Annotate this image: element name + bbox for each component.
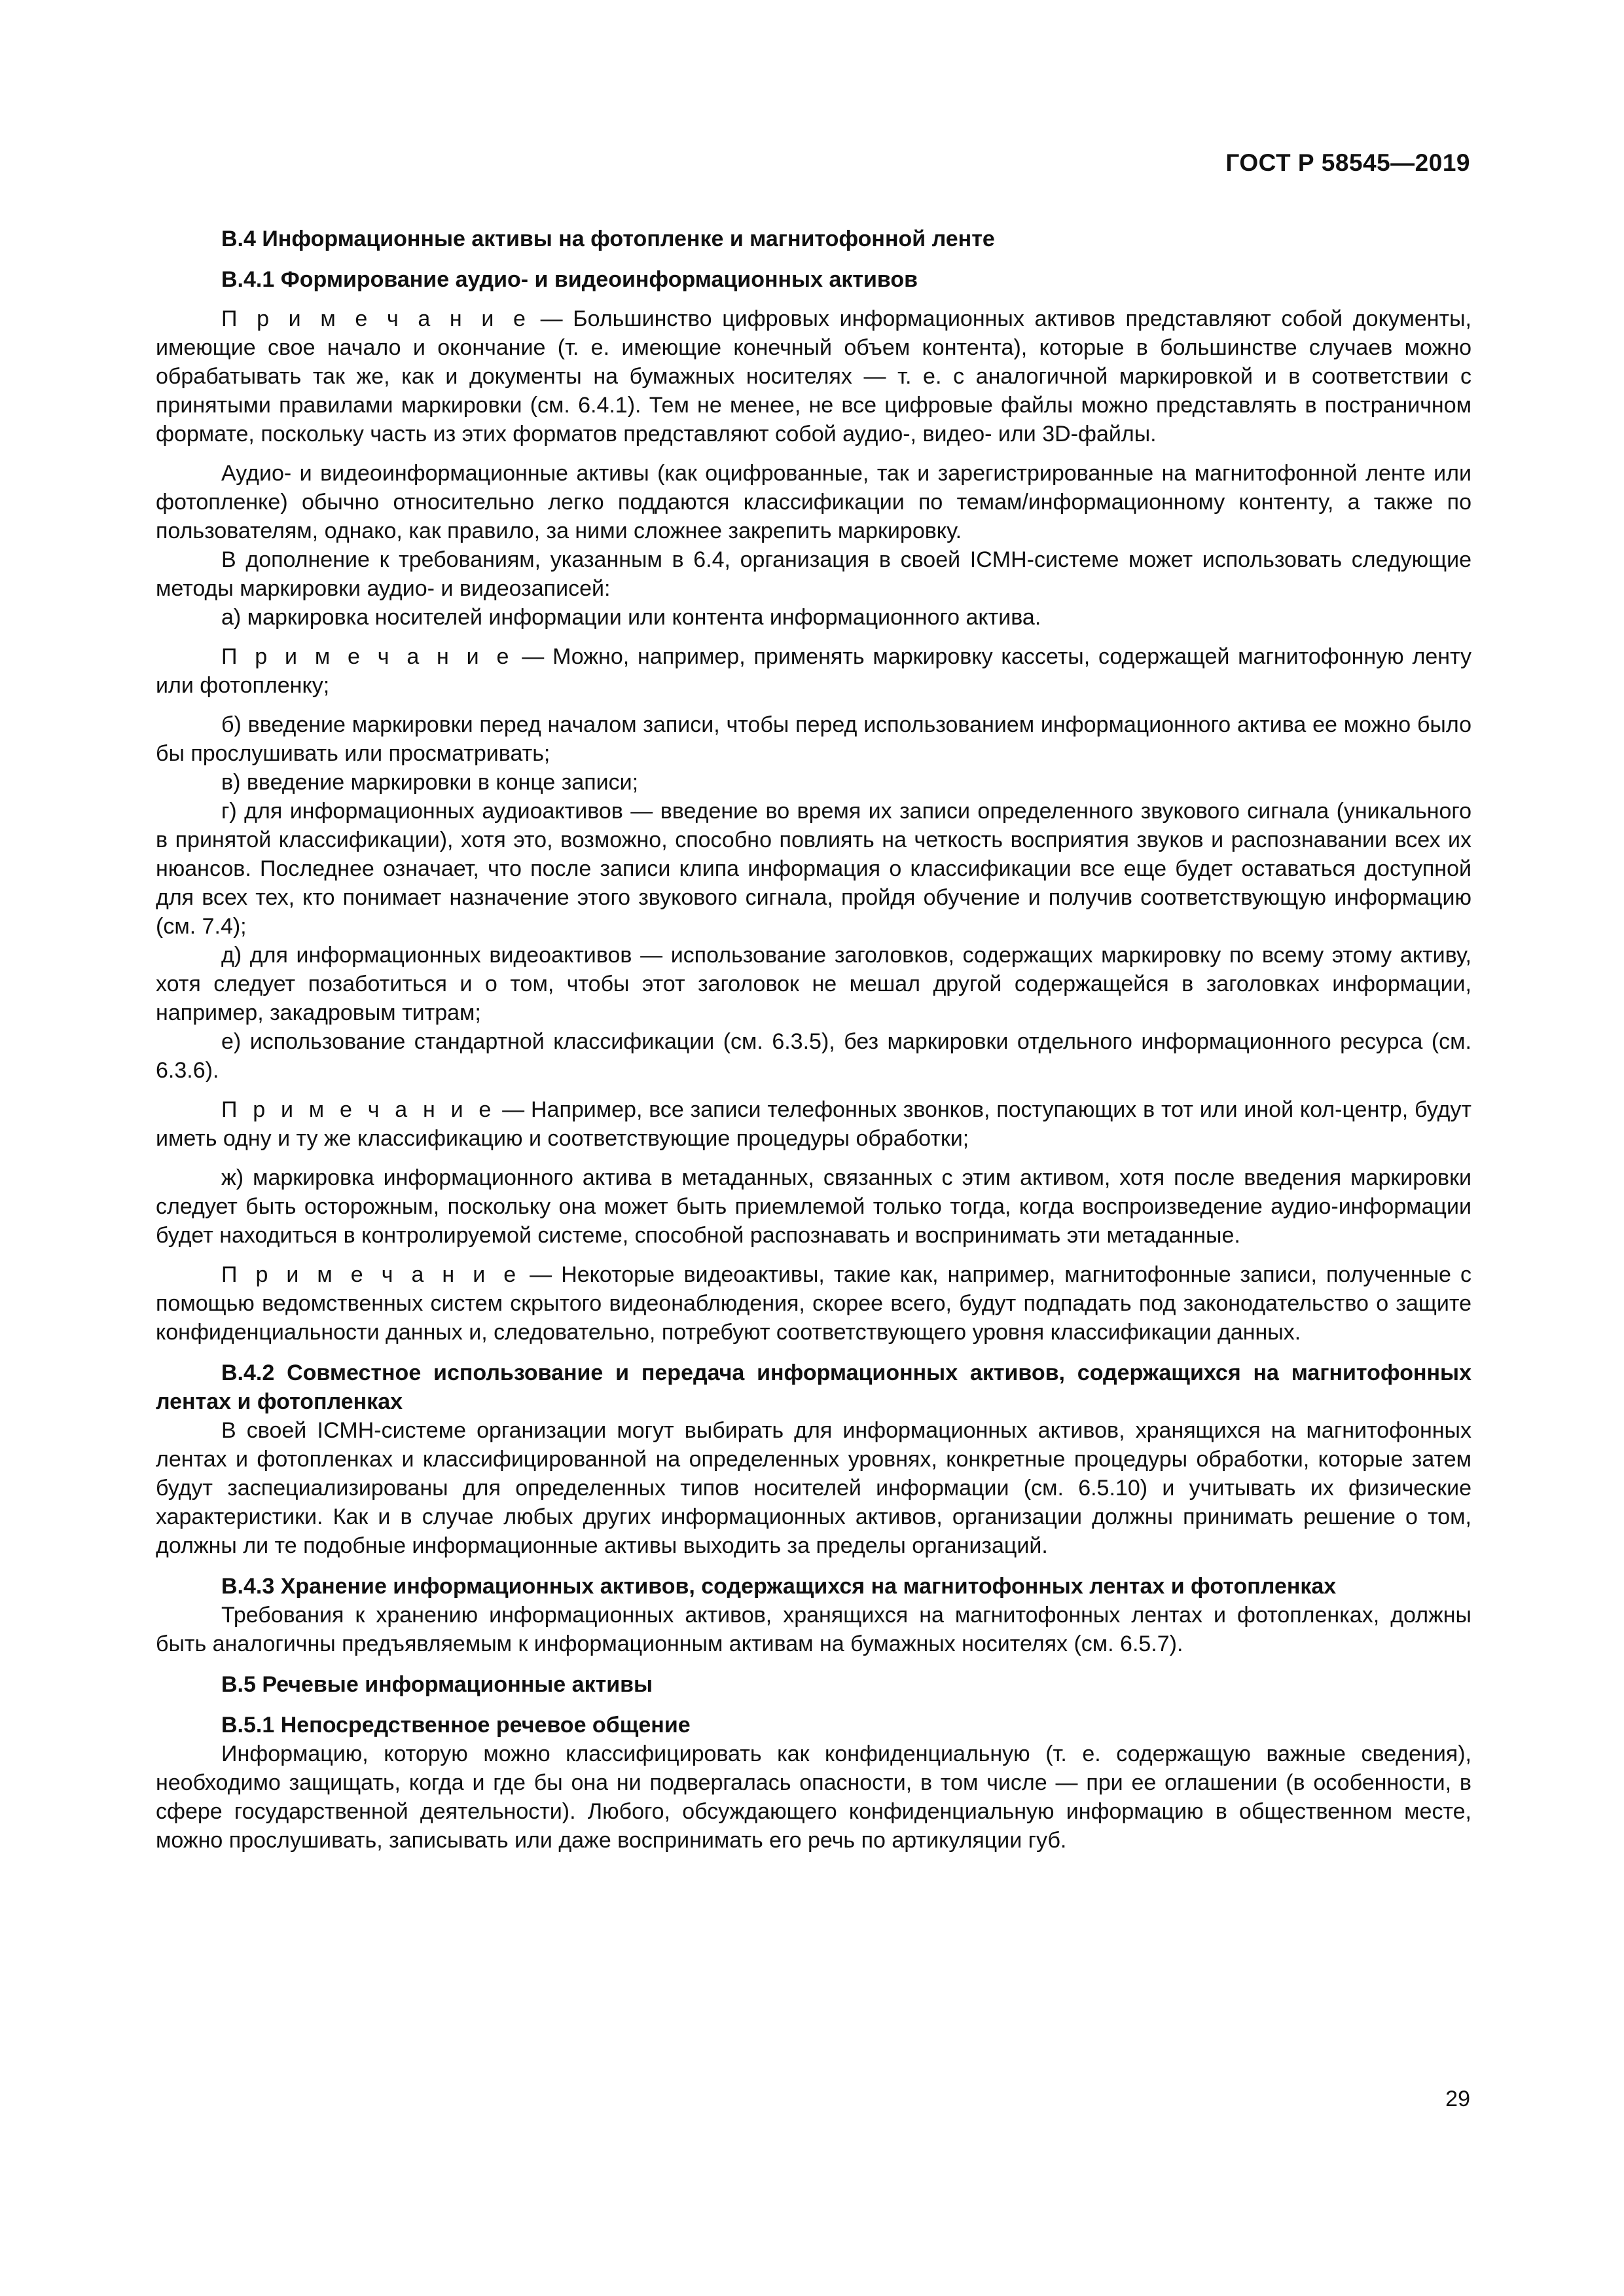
p15: В.4.2 Совместное использование и передача информационных активов, содержащихся на магнитофонных лентах и фотопленках xyxy=(156,1360,1471,1414)
page-number: 29 xyxy=(1445,2086,1470,2111)
p13: ж) маркировка информационного актива в метаданных, связанных с этим активом, хотя после введения маркировки следует быть осторожным, поскольку она может быть приемлемой только тогда, когда воспроизведение аудио-информации будет находиться в контролируемой системе, способной распознавать и воспринимать эти метаданные. xyxy=(156,1165,1471,1248)
p10: д) для информационных видеоактивов — использование заголовков, содержащих маркировку по всему этому активу, хотя следует позаботиться и о том, чтобы этот заголовок не мешал другой содержащейся в заголовках информации, например, закадровым титрам; xyxy=(156,943,1471,1025)
p6: П р и м е ч а н и е — Можно, например, применять маркировку кассеты, содержащей магнитофонную ленту или фотопленку; xyxy=(156,644,1471,698)
p21: Информацию, которую можно классифицировать как конфиденциальную (т. е. содержащую важные сведения), необходимо защищать, когда и где бы она ни подвергалась опасности, в том числе — при ее оглашении (в особенности, в сфере государственной деятельности). Любого, обсуждающего конфиденциальную информацию в общественном месте, можно прослушивать, записывать или даже воспринимать его речь по артикуляции губ. xyxy=(156,1741,1471,1853)
p12: П р и м е ч а н и е — Например, все записи телефонных звонков, поступающих в тот или иной кол-центр, будут иметь одну и ту же классификацию и соответствующие процедуры обработки; xyxy=(156,1097,1471,1151)
p14: П р и м е ч а н и е — Некоторые видеоактивы, такие как, например, магнитофонные записи, полученные с помощью ведомственных систем скрытого видеонаблюдения, скорее всего, будут подпадать под законодательство о защите конфиденциальности данных и, следовательно, потребуют соответствующего уровня классификации данных. xyxy=(156,1262,1471,1345)
standard-header: ГОСТ Р 58545—2019 xyxy=(1225,149,1470,176)
p19: В.5 Речевые информационные активы xyxy=(221,1672,653,1697)
p20: В.5.1 Непосредственное речевое общение xyxy=(221,1713,691,1738)
p11: е) использование стандартной классификации (см. 6.3.5), без маркировки отдельного информационного ресурса (см. 6.3.6). xyxy=(156,1029,1471,1083)
p7: б) введение маркировки перед началом записи, чтобы перед использованием информационного актива ее можно было бы прослушивать или просматривать; xyxy=(156,712,1471,766)
p1: В.4.1 Формирование аудио- и видеоинформационных активов xyxy=(221,267,918,292)
p0: В.4 Информационные активы на фотопленке и магнитофонной ленте xyxy=(221,227,995,251)
p2: П р и м е ч а н и е — Большинство цифровых информационных активов представляют собой документы, имеющие свое начало и окончание (т. е. имеющие конечный объем контента), которые в большинстве случаев можно обрабатывать так же, как и документы на бумажных носителях — т. е. с аналогичной маркировкой и в соответствии с принятыми правилами маркировки (см. 6.4.1). Тем не менее, не все цифровые файлы можно представлять в постраничном формате, поскольку часть из этих форматов представляют собой аудио-, видео- или 3D-файлы. xyxy=(156,306,1471,446)
p18: Требования к хранению информационных активов, хранящихся на магнитофонных лентах и фотопленках, должны быть аналогичны предъявляемым к информационным активам на бумажных носителях (см. 6.5.7). xyxy=(156,1603,1471,1656)
document-body xyxy=(156,225,1471,1855)
p16: В своей ICMH-системе организации могут выбирать для информационных активов, хранящихся на магнитофонных лентах и фотопленках и классифицированной на определенных уровнях, конкретные процедуры обработки, которые затем будут заспециализированы для определенных типов носителей информации (см. 6.5.10) и учитывать их физические характеристики. Как и в случае любых других информационных активов, организации должны принимать решение о том, должны ли те подобные информационные активы выходить за пределы организаций. xyxy=(156,1418,1471,1558)
p8: в) введение маркировки в конце записи; xyxy=(221,770,639,795)
p17: В.4.3 Хранение информационных активов, содержащихся на магнитофонных лентах и фотопленках xyxy=(221,1574,1337,1599)
p9: г) для информационных аудиоактивов — введение во время их записи определенного звукового сигнала (уникального в принятой классификации), хотя это, возможно, способно повлиять на четкость восприятия звуков и распознавании всех их нюансов. Последнее означает, что после записи клипа информация о классификации все еще будет оставаться доступной для всех тех, кто понимает назначение этого звукового сигнала, пройдя обучение и получив соответствующую информацию (см. 7.4); xyxy=(156,799,1471,939)
p5: а) маркировка носителей информации или контента информационного актива. xyxy=(221,605,1041,630)
p4: В дополнение к требованиям, указанным в 6.4, организация в своей ICMH-системе может использовать следующие методы маркировки аудио- и видеозаписей: xyxy=(156,547,1471,601)
p3: Аудио- и видеоинформационные активы (как оцифрованные, так и зарегистрированные на магнитофонной ленте или фотопленке) обычно относительно легко поддаются классификации по темам/информационному контенту, а также по пользователям, однако, как правило, за ними сложнее закрепить маркировку. xyxy=(156,461,1471,543)
